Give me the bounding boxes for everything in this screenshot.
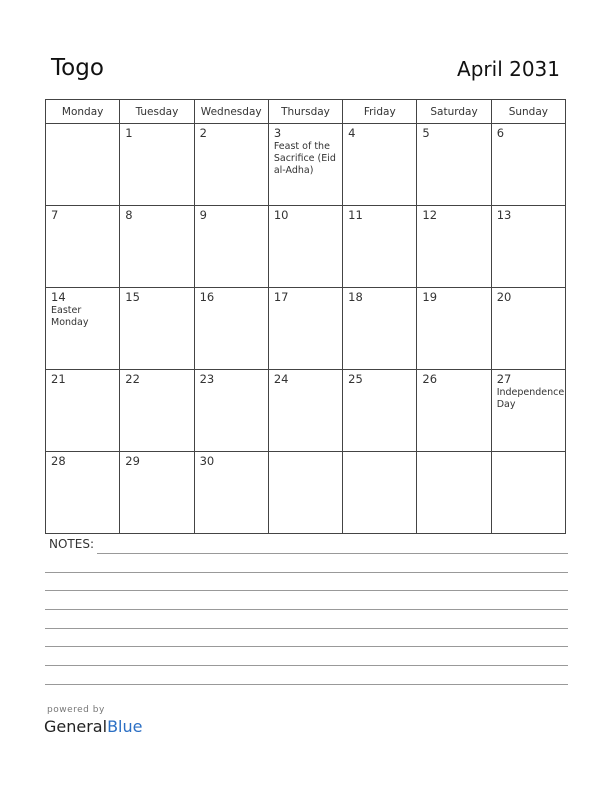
week-row (46, 370, 566, 452)
calendar-grid (45, 99, 566, 534)
weekday-thursday: Thursday (268, 100, 342, 124)
day-number: 2 (199, 126, 207, 140)
day-number: 24 (273, 372, 289, 386)
day-cell (46, 206, 120, 288)
day-number: 20 (496, 290, 512, 304)
day-cell (491, 370, 565, 452)
powered-by-text: powered by (47, 705, 105, 715)
day-cell (417, 206, 491, 288)
day-number: 12 (422, 208, 438, 222)
day-number: 15 (125, 290, 140, 304)
day-cell (268, 206, 342, 288)
day-cell (46, 370, 120, 452)
day-cell (417, 452, 491, 534)
day-number: 1 (125, 126, 133, 140)
day-cell (417, 288, 491, 370)
day-number: 19 (422, 290, 438, 304)
note-line (45, 572, 568, 573)
weekday-monday: Monday (46, 100, 120, 124)
day-cell (491, 452, 565, 534)
day-number: 22 (125, 372, 140, 386)
week-row (46, 206, 566, 288)
day-cell (194, 124, 268, 206)
weekday-sunday: Sunday (491, 100, 565, 124)
calendar-body (46, 124, 566, 534)
day-number: 3 (273, 126, 282, 140)
day-number: 17 (273, 290, 289, 304)
generalblue-logo (44, 717, 142, 736)
weekday-wednesday: Wednesday (194, 100, 268, 124)
day-cell (343, 288, 417, 370)
day-number: 10 (273, 208, 289, 222)
weekday-saturday: Saturday (417, 100, 491, 124)
note-line (97, 553, 568, 554)
day-cell (343, 370, 417, 452)
day-number: 16 (199, 290, 215, 304)
day-cell (194, 206, 268, 288)
week-row (46, 288, 566, 370)
day-cell (343, 206, 417, 288)
day-number: 21 (51, 372, 66, 386)
day-number: 28 (51, 454, 66, 468)
note-line (45, 665, 568, 666)
week-row (46, 124, 566, 206)
note-line (45, 646, 568, 647)
weekday-header-row (46, 100, 566, 124)
day-cell (268, 370, 342, 452)
day-number: 8 (125, 208, 133, 222)
day-cell (491, 206, 565, 288)
weekday-friday: Friday (343, 100, 417, 124)
day-cell (120, 452, 194, 534)
day-number: 14 (51, 290, 66, 304)
day-number: 25 (348, 372, 363, 386)
month-year-title: April 2031 (457, 57, 560, 81)
brand-general: General (44, 717, 108, 736)
day-number: 5 (422, 126, 430, 140)
note-line (45, 609, 568, 610)
day-number: 4 (348, 126, 356, 140)
notes-label: NOTES: (49, 537, 94, 551)
day-number: 27 (496, 372, 512, 386)
note-line (45, 628, 568, 629)
day-cell (120, 124, 194, 206)
day-number: 7 (51, 208, 59, 222)
week-row (46, 452, 566, 534)
day-cell (268, 288, 342, 370)
day-cell (343, 124, 417, 206)
note-line (45, 684, 568, 685)
day-cell (194, 288, 268, 370)
day-cell (120, 288, 194, 370)
day-cell (194, 452, 268, 534)
day-cell (194, 370, 268, 452)
day-number: 29 (125, 454, 140, 468)
day-number: 23 (199, 372, 215, 386)
brand-blue: Blue (107, 717, 143, 736)
holiday-label: Easter Monday (51, 305, 89, 328)
note-line (45, 590, 568, 591)
day-cell (46, 124, 120, 206)
day-number: 9 (199, 208, 207, 222)
day-cell (491, 124, 565, 206)
day-number: 30 (199, 454, 215, 468)
country-title: Togo (51, 55, 104, 81)
weekday-tuesday: Tuesday (120, 100, 194, 124)
holiday-label: Independence Day (496, 387, 565, 410)
day-cell (268, 452, 342, 534)
day-number: 18 (348, 290, 363, 304)
day-cell (46, 288, 120, 370)
day-number: 26 (422, 372, 438, 386)
holiday-label: Feast of the Sacrifice (Eid al-Adha) (273, 141, 336, 176)
day-cell (491, 288, 565, 370)
day-cell (417, 124, 491, 206)
day-cell (46, 452, 120, 534)
day-number: 13 (496, 208, 512, 222)
day-cell (343, 452, 417, 534)
day-cell (268, 124, 342, 206)
day-cell (417, 370, 491, 452)
day-cell (120, 370, 194, 452)
day-cell (120, 206, 194, 288)
day-number: 11 (348, 208, 363, 222)
day-number: 6 (496, 126, 505, 140)
